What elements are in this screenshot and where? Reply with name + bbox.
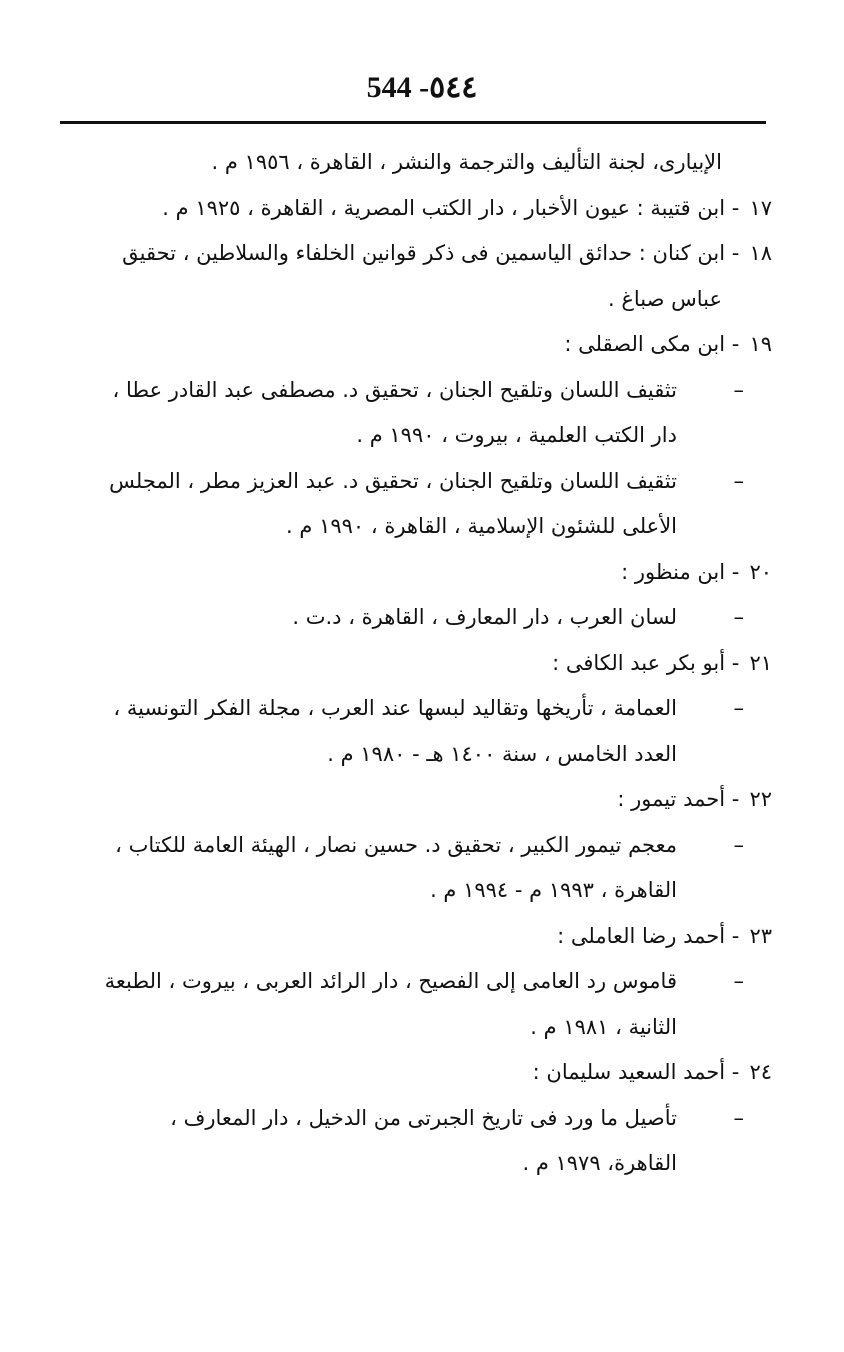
entry-text: - ابن كنان : حدائق الياسمين فى ذكر قوانين الخلفاء والسلاطين ، تحقيق — [122, 241, 740, 265]
page-number-header: 544 -٥٤٤ — [366, 71, 478, 104]
entry-number: ٢٢ — [749, 787, 772, 811]
entry-number: ٢٤ — [749, 1060, 772, 1084]
dash-marker: – — [733, 377, 744, 402]
bullet-continuation: الأعلى للشئون الإسلامية ، القاهرة ، ١٩٩٠ م . — [286, 514, 677, 538]
bullet-item — [54, 1096, 772, 1142]
entry-continuation: عباس صباغ . — [607, 286, 722, 311]
bullet-text: تأصيل ما ورد فى تاريخ الجبرتى من الدخيل ، دار المعارف ، — [170, 1105, 677, 1130]
bullet-text: تثقيف اللسان وتلقيح الجنان ، تحقيق د. مصطفى عبد القادر عطا ، — [112, 377, 677, 402]
entry-text: - أحمد رضا العاملى : — [557, 923, 740, 948]
entry-number: ٢٠ — [749, 559, 772, 584]
dash-marker: – — [733, 969, 744, 993]
entry-21 — [54, 641, 772, 687]
entry-number: ٢١ — [749, 650, 772, 675]
bullet-item — [54, 595, 772, 641]
entry-17 — [54, 186, 772, 232]
entry-text: - أحمد تيمور : — [617, 787, 740, 811]
bullet-continuation: القاهرة ، ١٩٩٣ م - ١٩٩٤ م . — [430, 878, 677, 902]
bullet-continuation: العدد الخامس ، سنة ١٤٠٠ هـ - ١٩٨٠ م . — [327, 741, 677, 766]
bullet-item — [54, 823, 772, 869]
bullet-continuation: الثانية ، ١٩٨١ م . — [530, 1014, 677, 1039]
bullet-text: لسان العرب ، دار المعارف ، القاهرة ، د.ت . — [292, 605, 677, 629]
entry-continuation: الإبيارى، لجنة التأليف والترجمة والنشر ، القاهرة ، ١٩٥٦ م . — [211, 150, 722, 174]
bullet-item — [54, 959, 772, 1005]
entry-text: - ابن منظور : — [621, 559, 740, 584]
entry-20 — [54, 550, 772, 596]
entry-text: - ابن قتيبة : عيون الأخبار ، دار الكتب المصرية ، القاهرة ، ١٩٢٥ م . — [162, 195, 740, 220]
bullet-item — [54, 686, 772, 732]
dash-marker: – — [733, 696, 744, 720]
entry-number: ١٨ — [749, 241, 772, 265]
bullet-continuation: دار الكتب العلمية ، بيروت ، ١٩٩٠ م . — [356, 423, 677, 447]
entry-24 — [54, 1050, 772, 1096]
bullet-text: معجم تيمور الكبير ، تحقيق د. حسين نصار ، الهيئة العامة للكتاب ، — [115, 832, 677, 857]
bullet-text: تثقيف اللسان وتلقيح الجنان ، تحقيق د. عبد العزيز مطر ، المجلس — [109, 468, 677, 493]
bullet-item — [54, 459, 772, 505]
entry-number: ١٧ — [749, 195, 772, 220]
entry-text: - ابن مكى الصقلى : — [564, 332, 740, 356]
dash-marker: – — [733, 1105, 744, 1130]
entry-number: ١٩ — [749, 332, 772, 356]
bullet-text: قاموس رد العامى إلى الفصيح ، دار الرائد العربى ، بيروت ، الطبعة — [104, 969, 677, 993]
entry-18 — [54, 231, 772, 277]
entry-22 — [54, 777, 772, 823]
entry-19 — [54, 322, 772, 368]
header-rule — [60, 121, 766, 124]
bullet-text: العمامة ، تأريخها وتقاليد لبسها عند العرب ، مجلة الفكر التونسية ، — [113, 696, 677, 720]
bullet-item — [54, 368, 772, 414]
entry-text: - أبو بكر عبد الكافى : — [552, 650, 740, 675]
entry-23 — [54, 914, 772, 960]
bibliography-list — [54, 140, 772, 1187]
entry-number: ٢٣ — [749, 923, 772, 948]
dash-marker: – — [733, 832, 744, 857]
entry-text: - أحمد السعيد سليمان : — [532, 1060, 740, 1084]
dash-marker: – — [733, 605, 744, 629]
dash-marker: – — [733, 468, 744, 493]
bullet-continuation: القاهرة، ١٩٧٩ م . — [522, 1151, 677, 1175]
